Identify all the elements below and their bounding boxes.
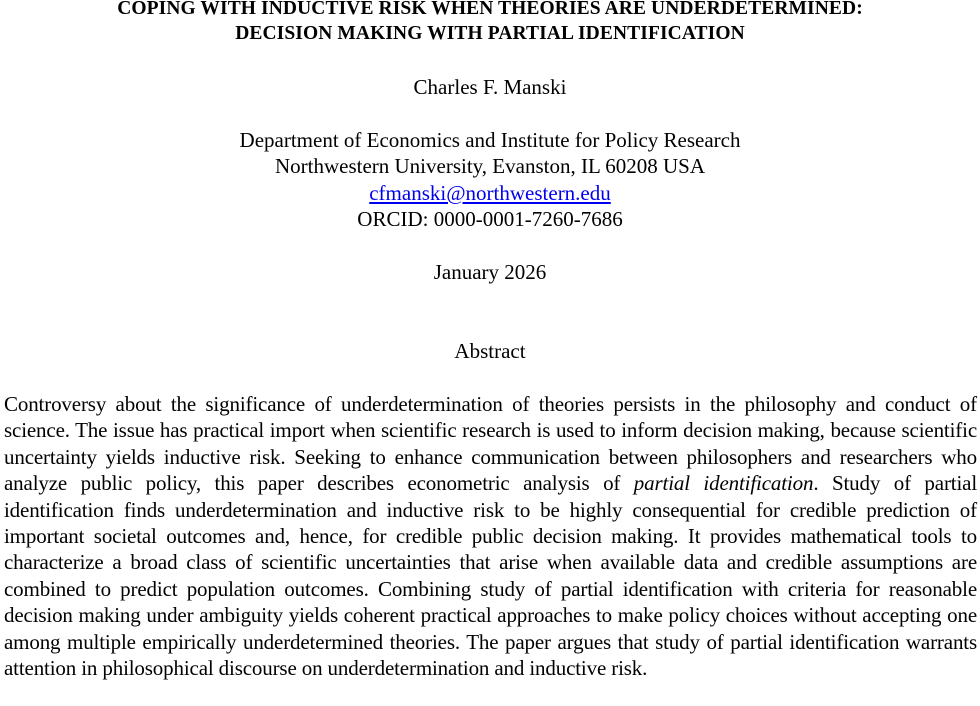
paper-title-line-2: DECISION MAKING WITH PARTIAL IDENTIFICATION xyxy=(235,23,745,44)
author-name: Charles F. Manski xyxy=(413,75,567,99)
abstract-body xyxy=(4,391,977,681)
paper-title-line-1: COPING WITH INDUCTIVE RISK WHEN THEORIES ARE UNDERDETERMINED: xyxy=(117,0,863,19)
author-email-link[interactable]: cfmanski@northwestern.edu xyxy=(369,181,611,205)
paper-date: January 2026 xyxy=(433,260,547,284)
affiliation-university: Northwestern University, Evanston, IL 60208 USA xyxy=(274,154,706,178)
abstract-italic-term: partial identification xyxy=(633,471,814,496)
abstract-text-part-2: . Study of partial identification finds underdetermination and inductive risk to be highly consequential for credible prediction of important societal outcomes and, hence, for credible public decision making. It provides mathematical tools to characterize a broad class of scientific uncertainties that arise when available data and credible assumptions are combined to predict population outcomes. Combining study of partial identification with criteria for reasonable decision making under ambiguity yields coherent practical approaches to make policy choices without accepting one among multiple empirically underdetermined theories. The paper argues that study of partial identification warrants attention in philosophical discourse on underdetermination and inductive risk. xyxy=(4,471,978,681)
abstract-heading: Abstract xyxy=(454,339,526,363)
affiliation-department: Department of Economics and Institute for Policy Research xyxy=(239,128,741,152)
author-email-line xyxy=(0,180,980,206)
author-orcid: ORCID: 0000-0001-7260-7686 xyxy=(357,207,623,231)
abstract-text-part-1: Controversy about the significance of underdetermination of theories persists in the philosophy and conduct of science. The issue has practical import when scientific research is used to inform decision making, because scientific uncertainty yields inductive risk. Seeking to enhance communication between philosophers and researchers who analyze public policy, this paper describes econometric analysis of xyxy=(4,392,977,496)
